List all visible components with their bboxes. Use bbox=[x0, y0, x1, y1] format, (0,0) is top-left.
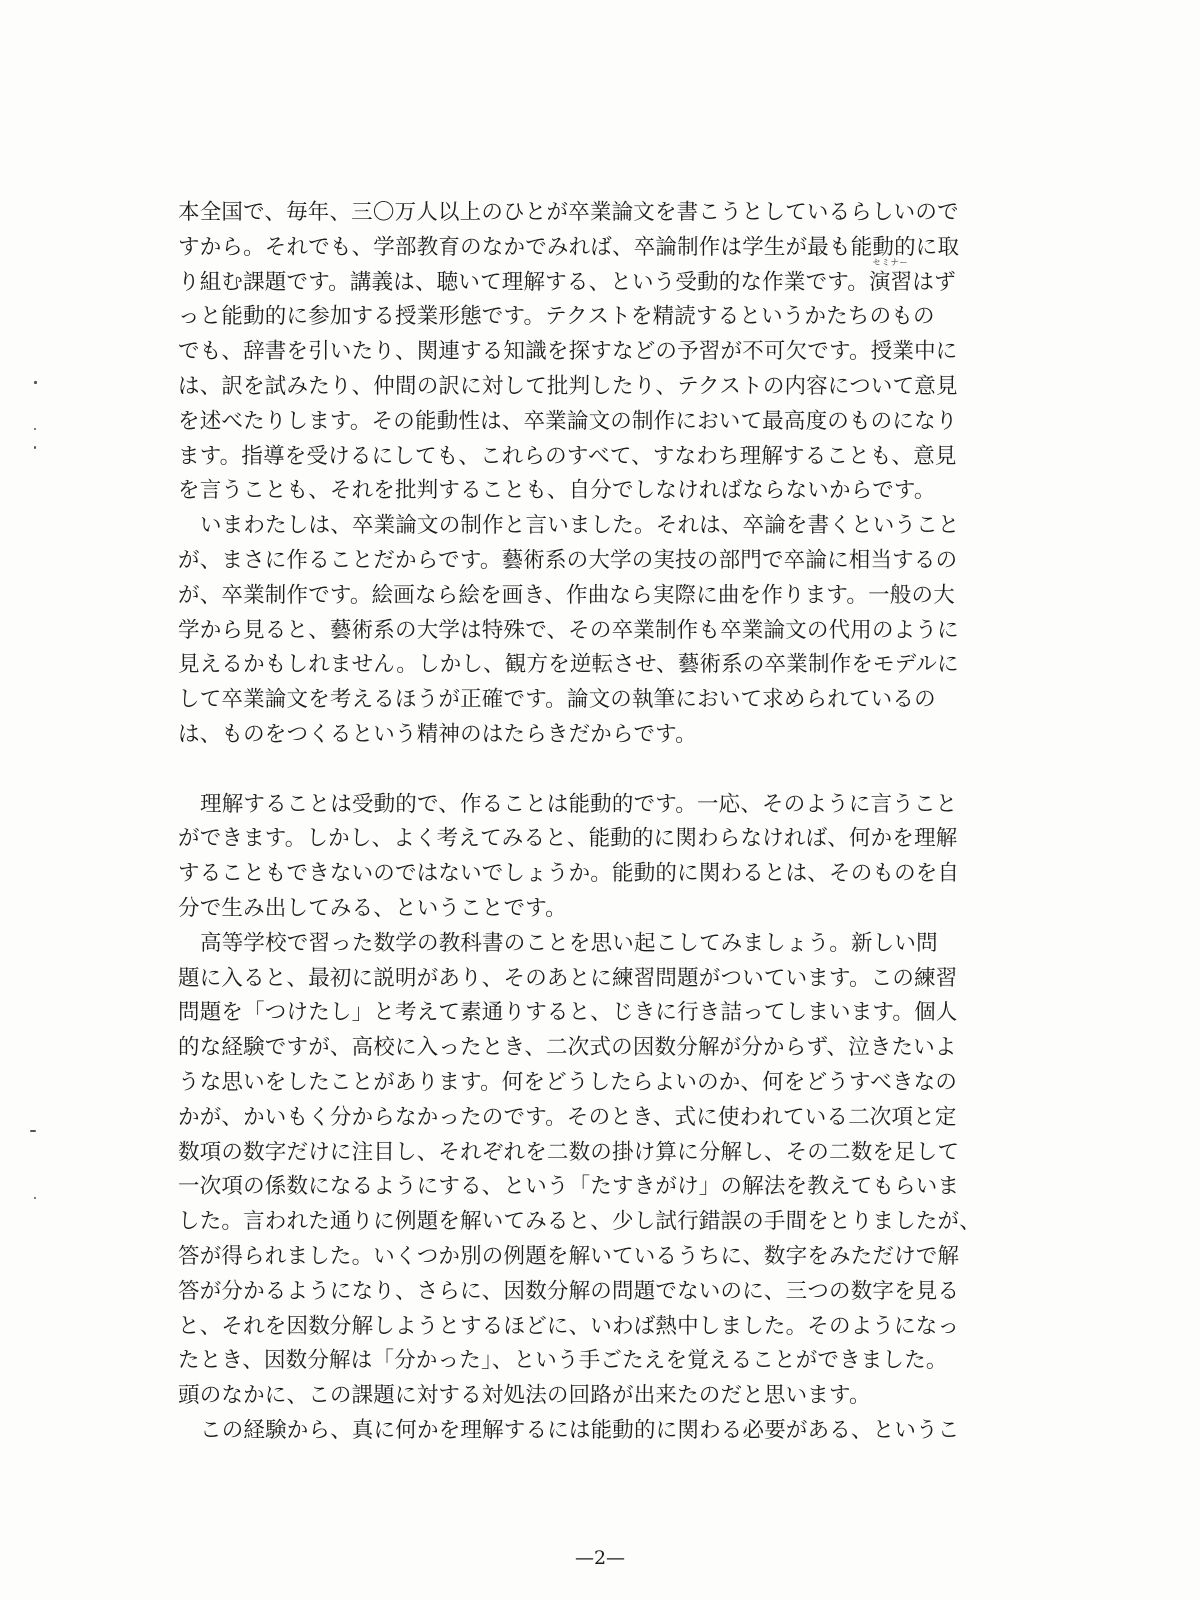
section-gap bbox=[178, 753, 1048, 788]
text-line: かが、かいもく分からなかったのです。そのとき、式に使われている二次項と定 bbox=[178, 1104, 957, 1130]
text-line: は、ものをつくるという精神のはたらきだからです。 bbox=[178, 721, 697, 747]
text-line: 答が得られました。いくつか別の例題を解いているうちに、数字をみただけで解 bbox=[178, 1243, 960, 1269]
text-segment: り組む課題です。講義は、聴いて理解する、という受動的な作業です。 bbox=[178, 269, 869, 295]
ruby-base-word: 演習 bbox=[868, 269, 913, 295]
text-line: 題に入ると、最初に説明があり、そのあとに練習問題がついています。この練習 bbox=[178, 965, 958, 991]
text-line: を述べたりします。その能動性は、卒業論文の制作において最高度のものになり bbox=[178, 408, 958, 434]
document-body bbox=[178, 196, 1048, 1449]
text-line: が、まさに作ることだからです。藝術系の大学の実技の部門で卒論に相当するの bbox=[178, 547, 958, 573]
text-line: たとき、因数分解は「分かった」、という手ごたえを覚えることができました。 bbox=[178, 1348, 948, 1374]
scan-speck bbox=[30, 1130, 36, 1132]
scan-speck bbox=[34, 446, 36, 449]
text-line: でも、辞書を引いたり、関連する知識を探すなどの予習が不可欠です。授業中に bbox=[178, 339, 958, 365]
text-line: が、卒業制作です。絵画なら絵を画き、作曲なら実際に曲を作ります。一般の大 bbox=[178, 582, 955, 608]
text-line: と、それを因数分解しようとするほどに、いわば熱中しました。そのようになっ bbox=[178, 1313, 960, 1339]
text-line: ができます。しかし、よく考えてみると、能動的に関わらなければ、何かを理解 bbox=[178, 826, 958, 852]
text-line: 答が分かるようになり、さらに、因数分解の問題でないのに、三つの数字を見る bbox=[178, 1278, 960, 1304]
text-line-with-ruby bbox=[178, 257, 1048, 301]
text-line: 見えるかもしれません。しかし、観方を逆転させ、藝術系の卒業制作をモデルに bbox=[178, 652, 959, 678]
paragraph-first-line: 理解することは受動的で、作ることは能動的です。一応、そのように言うこと bbox=[200, 791, 958, 817]
text-line: 本全国で、毎年、三〇万人以上のひとが卒業論文を書こうとしているらしいので bbox=[178, 200, 959, 225]
text-line: を言うことも、それを批判することも、自分でしなければならないからです。 bbox=[178, 478, 936, 504]
text-line: して卒業論文を考えるほうが正確です。論文の執筆において求められているの bbox=[178, 687, 936, 713]
text-line: 学から見ると、藝術系の大学は特殊で、その卒業制作も卒業論文の代用のように bbox=[178, 617, 959, 643]
text-segment: はず bbox=[912, 269, 956, 295]
text-line: っと能動的に参加する授業形態です。テクストを精読するというかたちのもの bbox=[178, 304, 935, 330]
ruby-annotated-word bbox=[868, 257, 913, 301]
text-line: 頭のなかに、この課題に対する対処法の回路が出来たのだと思います。 bbox=[178, 1383, 871, 1409]
text-line: うな思いをしたことがあります。何をどうしたらよいのか、何をどうすべきなの bbox=[178, 1069, 958, 1095]
text-line: ます。指導を受けるにしても、これらのすべて、すなわち理解することも、意見 bbox=[178, 443, 957, 469]
text-line: 的な経験ですが、高校に入ったとき、二次式の因数分解が分からず、泣きたいよ bbox=[178, 1035, 957, 1061]
paragraph-first-line: この経験から、真に何かを理解するには能動的に関わる必要がある、というこ bbox=[200, 1417, 960, 1443]
paragraph-first-line: 高等学校で習った数学の教科書のことを思い起こしてみましょう。新しい問 bbox=[200, 930, 938, 956]
ruby-reading: セミナー bbox=[872, 257, 909, 267]
text-line: することもできないのではないでしょうか。能動的に関わるとは、そのものを自 bbox=[178, 861, 960, 887]
text-line: 分で生み出してみる、ということです。 bbox=[178, 895, 567, 921]
paragraph-first-line: いまわたしは、卒業論文の制作と言いました。それは、卒論を書くということ bbox=[200, 513, 960, 539]
text-line: した。言われた通りに例題を解いてみると、少し試行錯誤の手間をとりましたが、 bbox=[178, 1209, 981, 1235]
text-line: 数項の数字だけに注目し、それぞれを二数の掛け算に分解し、その二数を足して bbox=[178, 1139, 960, 1165]
page-number: —2— bbox=[574, 1547, 626, 1569]
text-line: 問題を「つけたし」と考えて素通りすると、じきに行き詰ってしまいます。個人 bbox=[178, 1000, 958, 1026]
text-line: 一次項の係数になるようにする、という「たすきがけ」の解法を教えてもらいま bbox=[178, 1174, 960, 1200]
scan-speck bbox=[34, 428, 36, 430]
scan-speck bbox=[34, 381, 37, 384]
text-line: すから。それでも、学部教育のなかでみれば、卒論制作は学生が最も能動的に取 bbox=[178, 234, 960, 260]
text-line: は、訳を試みたり、仲間の訳に対して批判したり、テクストの内容について意見 bbox=[178, 373, 958, 399]
scan-speck bbox=[34, 1197, 36, 1199]
